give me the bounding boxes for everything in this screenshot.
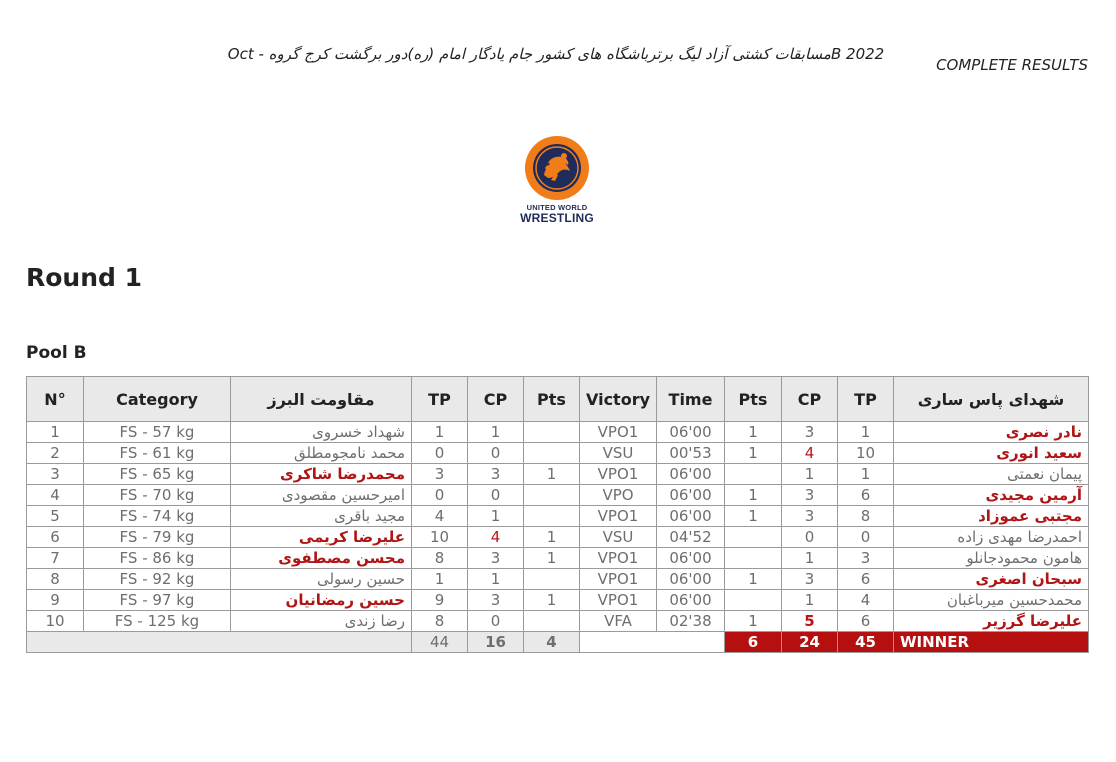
- header-team-a: مقاومت البرز: [231, 377, 412, 422]
- cell-cp-a: 3: [468, 548, 524, 569]
- cell-tp-a: 3: [412, 464, 468, 485]
- cell-victory: VFA: [580, 611, 657, 632]
- cell-time: 00'53: [657, 443, 725, 464]
- cell-pts-a: 1: [524, 464, 580, 485]
- table-row: [27, 485, 1089, 506]
- cell-wrestler-b: احمدرضا مهدی زاده: [894, 527, 1089, 548]
- cell-wrestler-a: امیرحسین مقصودی: [231, 485, 412, 506]
- cell-category: FS - 57 kg: [84, 422, 231, 443]
- cell-wrestler-b: هامون محمودجانلو: [894, 548, 1089, 569]
- cell-cp-b: 4: [782, 443, 838, 464]
- cell-time: 06'00: [657, 590, 725, 611]
- table-row: [27, 548, 1089, 569]
- cell-wrestler-b: مجتبی عموزاد: [894, 506, 1089, 527]
- cell-pts-b: 1: [725, 506, 782, 527]
- cell-time: 06'00: [657, 422, 725, 443]
- cell-wrestler-b: نادر نصری: [894, 422, 1089, 443]
- cell-pts-a: [524, 443, 580, 464]
- cell-cp-a: 0: [468, 611, 524, 632]
- cell-tp-b: 0: [838, 527, 894, 548]
- cell-tp-a: 8: [412, 611, 468, 632]
- cell-pts-b: 1: [725, 569, 782, 590]
- cell-tp-b: 1: [838, 464, 894, 485]
- cell-wrestler-a: محمد نامجومطلق: [231, 443, 412, 464]
- results-table: [26, 376, 1089, 653]
- logo-text-united-world: UNITED WORLD: [526, 203, 588, 212]
- total-tp-a: 44: [412, 632, 468, 653]
- cell-wrestler-b: محمدحسین میرباغبان: [894, 590, 1089, 611]
- table-row: [27, 422, 1089, 443]
- total-pts-b: 6: [725, 632, 782, 653]
- cell-number: 2: [27, 443, 84, 464]
- cell-wrestler-a: حسین رمضانیان: [231, 590, 412, 611]
- cell-tp-a: 0: [412, 485, 468, 506]
- cell-category: FS - 125 kg: [84, 611, 231, 632]
- header-tp-a: TP: [412, 377, 468, 422]
- cell-pts-b: 1: [725, 485, 782, 506]
- cell-victory: VPO: [580, 485, 657, 506]
- cell-wrestler-b: علیرضا گرزیر: [894, 611, 1089, 632]
- cell-cp-a: 0: [468, 443, 524, 464]
- cell-pts-b: [725, 464, 782, 485]
- table-row: [27, 611, 1089, 632]
- total-tp-b: 45: [838, 632, 894, 653]
- cell-cp-b: 3: [782, 506, 838, 527]
- cell-number: 1: [27, 422, 84, 443]
- total-cp-b: 24: [782, 632, 838, 653]
- table-row: [27, 569, 1089, 590]
- wrestling-emblem-icon: [524, 135, 590, 201]
- cell-tp-a: 4: [412, 506, 468, 527]
- cell-tp-a: 9: [412, 590, 468, 611]
- cell-number: 3: [27, 464, 84, 485]
- cell-time: 04'52: [657, 527, 725, 548]
- cell-wrestler-b: سعید انوری: [894, 443, 1089, 464]
- cell-cp-b: 1: [782, 464, 838, 485]
- table-row: [27, 590, 1089, 611]
- cell-category: FS - 79 kg: [84, 527, 231, 548]
- pool-title: Pool B: [26, 343, 87, 363]
- table-row: [27, 443, 1089, 464]
- cell-pts-b: 1: [725, 443, 782, 464]
- totals-row: [27, 632, 1089, 653]
- cell-victory: VSU: [580, 527, 657, 548]
- cell-time: 06'00: [657, 464, 725, 485]
- cell-pts-a: [524, 569, 580, 590]
- cell-tp-a: 0: [412, 443, 468, 464]
- cell-tp-b: 10: [838, 443, 894, 464]
- cell-pts-a: 1: [524, 548, 580, 569]
- cell-number: 6: [27, 527, 84, 548]
- logo-text-wrestling: WRESTLING: [520, 211, 594, 225]
- header-time: Time: [657, 377, 725, 422]
- cell-time: 06'00: [657, 548, 725, 569]
- cell-tp-a: 8: [412, 548, 468, 569]
- cell-wrestler-b: پیمان نعمتی: [894, 464, 1089, 485]
- cell-tp-a: 10: [412, 527, 468, 548]
- header-team-b: شهدای پاس ساری: [894, 377, 1089, 422]
- cell-tp-b: 3: [838, 548, 894, 569]
- table-row: [27, 464, 1089, 485]
- cell-tp-b: 6: [838, 611, 894, 632]
- cell-victory: VPO1: [580, 422, 657, 443]
- cell-wrestler-a: محمدرضا شاکری: [231, 464, 412, 485]
- cell-cp-b: 5: [782, 611, 838, 632]
- header-cp-b: CP: [782, 377, 838, 422]
- cell-category: FS - 65 kg: [84, 464, 231, 485]
- cell-time: 02'38: [657, 611, 725, 632]
- cell-cp-a: 1: [468, 569, 524, 590]
- cell-victory: VPO1: [580, 548, 657, 569]
- cell-pts-a: [524, 485, 580, 506]
- cell-pts-a: [524, 422, 580, 443]
- cell-number: 8: [27, 569, 84, 590]
- cell-tp-b: 1: [838, 422, 894, 443]
- cell-cp-a: 1: [468, 506, 524, 527]
- cell-wrestler-b: سبحان اصغری: [894, 569, 1089, 590]
- header-pts-a: Pts: [524, 377, 580, 422]
- cell-category: FS - 74 kg: [84, 506, 231, 527]
- cell-wrestler-a: حسین رسولی: [231, 569, 412, 590]
- table-header-row: [27, 377, 1089, 422]
- cell-tp-a: 1: [412, 422, 468, 443]
- cell-pts-b: [725, 527, 782, 548]
- cell-cp-a: 3: [468, 464, 524, 485]
- cell-cp-b: 3: [782, 485, 838, 506]
- cell-tp-b: 8: [838, 506, 894, 527]
- cell-cp-b: 1: [782, 590, 838, 611]
- united-world-wrestling-logo: [520, 135, 594, 225]
- cell-victory: VPO1: [580, 590, 657, 611]
- cell-pts-a: 1: [524, 590, 580, 611]
- cell-pts-b: 1: [725, 611, 782, 632]
- cell-wrestler-a: رضا زندی: [231, 611, 412, 632]
- header-victory: Victory: [580, 377, 657, 422]
- winner-label: WINNER: [894, 632, 1089, 653]
- cell-cp-a: 0: [468, 485, 524, 506]
- cell-pts-a: [524, 506, 580, 527]
- cell-cp-a: 3: [468, 590, 524, 611]
- table-row: [27, 506, 1089, 527]
- cell-wrestler-a: شهداد خسروی: [231, 422, 412, 443]
- cell-cp-b: 3: [782, 569, 838, 590]
- cell-pts-a: [524, 611, 580, 632]
- header-category: Category: [84, 377, 231, 422]
- cell-category: FS - 97 kg: [84, 590, 231, 611]
- cell-cp-b: 3: [782, 422, 838, 443]
- cell-cp-b: 0: [782, 527, 838, 548]
- table-row: [27, 527, 1089, 548]
- cell-tp-b: 6: [838, 485, 894, 506]
- event-title: Oct - مسابقات کشتی آزاد لیگ برترباشگاه های کشور جام یادگار امام (ره)دور برگشت کرج گروهB 2022: [227, 45, 885, 63]
- cell-number: 9: [27, 590, 84, 611]
- cell-victory: VSU: [580, 443, 657, 464]
- cell-tp-b: 6: [838, 569, 894, 590]
- totals-gap: [580, 632, 725, 653]
- cell-pts-b: 1: [725, 422, 782, 443]
- cell-category: FS - 61 kg: [84, 443, 231, 464]
- total-cp-a: 16: [468, 632, 524, 653]
- cell-tp-a: 1: [412, 569, 468, 590]
- cell-wrestler-a: علیرضا کریمی: [231, 527, 412, 548]
- cell-wrestler-b: آرمین مجیدی: [894, 485, 1089, 506]
- round-title: Round 1: [26, 263, 143, 292]
- cell-number: 4: [27, 485, 84, 506]
- cell-pts-b: [725, 590, 782, 611]
- cell-pts-b: [725, 548, 782, 569]
- cell-category: FS - 70 kg: [84, 485, 231, 506]
- cell-number: 10: [27, 611, 84, 632]
- header-number: N°: [27, 377, 84, 422]
- totals-spacer: [27, 632, 412, 653]
- cell-victory: VPO1: [580, 464, 657, 485]
- cell-wrestler-a: مجید باقری: [231, 506, 412, 527]
- cell-time: 06'00: [657, 485, 725, 506]
- cell-category: FS - 86 kg: [84, 548, 231, 569]
- cell-time: 06'00: [657, 569, 725, 590]
- cell-wrestler-a: محسن مصطفوی: [231, 548, 412, 569]
- header-tp-b: TP: [838, 377, 894, 422]
- cell-tp-b: 4: [838, 590, 894, 611]
- cell-number: 7: [27, 548, 84, 569]
- cell-victory: VPO1: [580, 569, 657, 590]
- cell-cp-b: 1: [782, 548, 838, 569]
- cell-cp-a: 4: [468, 527, 524, 548]
- cell-number: 5: [27, 506, 84, 527]
- header-cp-a: CP: [468, 377, 524, 422]
- cell-cp-a: 1: [468, 422, 524, 443]
- cell-pts-a: 1: [524, 527, 580, 548]
- cell-time: 06'00: [657, 506, 725, 527]
- total-pts-a: 4: [524, 632, 580, 653]
- complete-results-label: COMPLETE RESULTS: [936, 56, 1088, 74]
- header-pts-b: Pts: [725, 377, 782, 422]
- cell-victory: VPO1: [580, 506, 657, 527]
- cell-category: FS - 92 kg: [84, 569, 231, 590]
